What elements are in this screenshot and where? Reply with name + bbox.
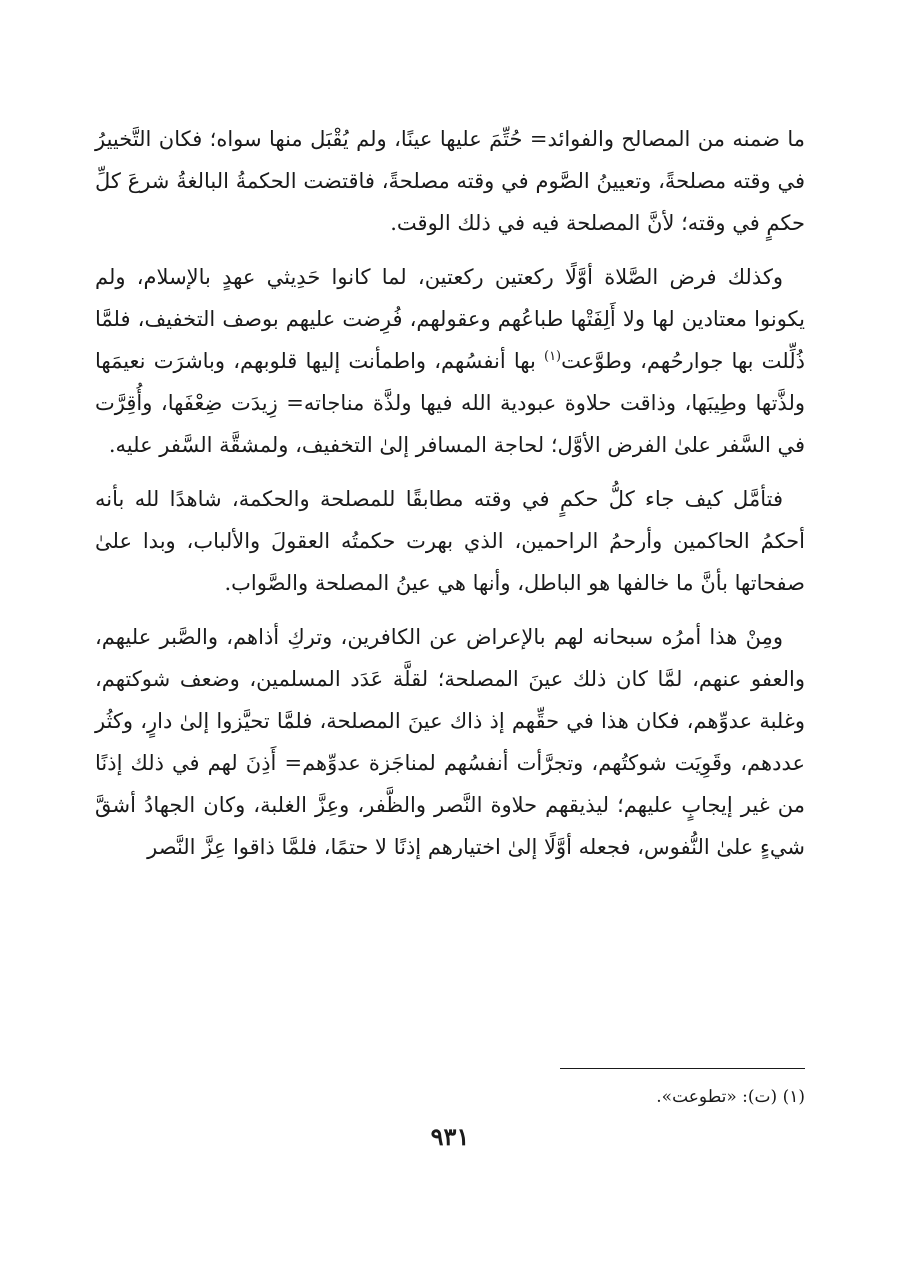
footnote-divider bbox=[560, 1068, 805, 1069]
page-number: ٩٣١ bbox=[430, 1122, 470, 1151]
paragraph-1: ما ضمنه من المصالح والفوائد= حُتِّمَ عليها عينًا، ولم يُقْبَل منها سواه؛ فكان التَّخييرُ في وقته مصلحةً، وتعيينُ الصَّوم في وقته مصلحةً، فاقتضت الحكمةُ البالغةُ شرعَ كلِّ حكمٍ في وقته؛ لأنَّ المصلحة فيه في ذلك الوقت. bbox=[95, 127, 805, 235]
footnote-marker: (١) bbox=[543, 349, 562, 364]
paragraph-2-text-before: وكذلك فرض الصَّلاة أوَّلًا ركعتين ركعتين، لما كانوا حَدِيثي عهدٍ بالإسلام، ولم يكونوا معتادين لها ولا أَلِفَتْها طباعُهم وعقولهم، فُرِضت عليهم بوصف التخفيف، فلمَّا ذُلِّلت بها جوارحُهم، وطوَّعت bbox=[95, 265, 805, 373]
paragraph-4: ومِنْ هذا أمرُه سبحانه لهم بالإعراض عن الكافرين، وتركِ أذاهم، والصَّبر عليهم، والعفو عنهم، لمَّا كان ذلك عينَ المصلحة؛ لقلَّة عَدَد المسلمين، وضعف شوكتهم، وغلبة عدوِّهم، فكان هذا في حقِّهم إذ ذاك عينَ المصلحة، فلمَّا تحيَّزوا إلىٰ دارٍ، وكثُر عددهم، وقَوِيَت شوكتُهم، وتجرَّأت أنفسُهم لمناجَزة عدوِّهم= أَذِنَ لهم في ذلك إذنًا من غير إيجابٍ عليهم؛ ليذيقهم حلاوة النَّصر والظَّفر، وعِزَّ الغلبة، وكان الجهادُ أشقَّ شيءٍ علىٰ النُّفوس، فجعله أوَّلًا إلىٰ اختيارهم إذنًا لا حتمًا، فلمَّا ذاقوا عِزَّ النَّصر bbox=[95, 625, 805, 859]
paragraph-3: فتأمَّل كيف جاء كلُّ حكمٍ في وقته مطابقًا للمصلحة والحكمة، شاهدًا لله بأنه أحكمُ الحاكمين وأرحمُ الراحمين، الذي بهرت حكمتُه العقولَ والألباب، وبدا علىٰ صفحاتها بأنَّ ما خالفها هو الباطل، وأنها هي عينُ المصلحة والصَّواب. bbox=[95, 487, 805, 595]
footnote: (١) (ت): «تطوعت». bbox=[656, 1087, 805, 1107]
body-text bbox=[95, 118, 805, 880]
paragraph-2 bbox=[95, 256, 805, 466]
paragraph-2-text-after: بها أنفسُهم، واطمأنت إليها قلوبهم، وباشرَت نعيمَها ولذَّتها وطِيبَها، وذاقت حلاوة عبودية الله فيها ولذَّة مناجاته= زِيدَت ضِعْفَها، وأُقِرَّت في السَّفر علىٰ الفرض الأوَّل؛ لحاجة المسافر إلىٰ التخفيف، ولمشقَّة السَّفر عليه. bbox=[95, 349, 805, 457]
